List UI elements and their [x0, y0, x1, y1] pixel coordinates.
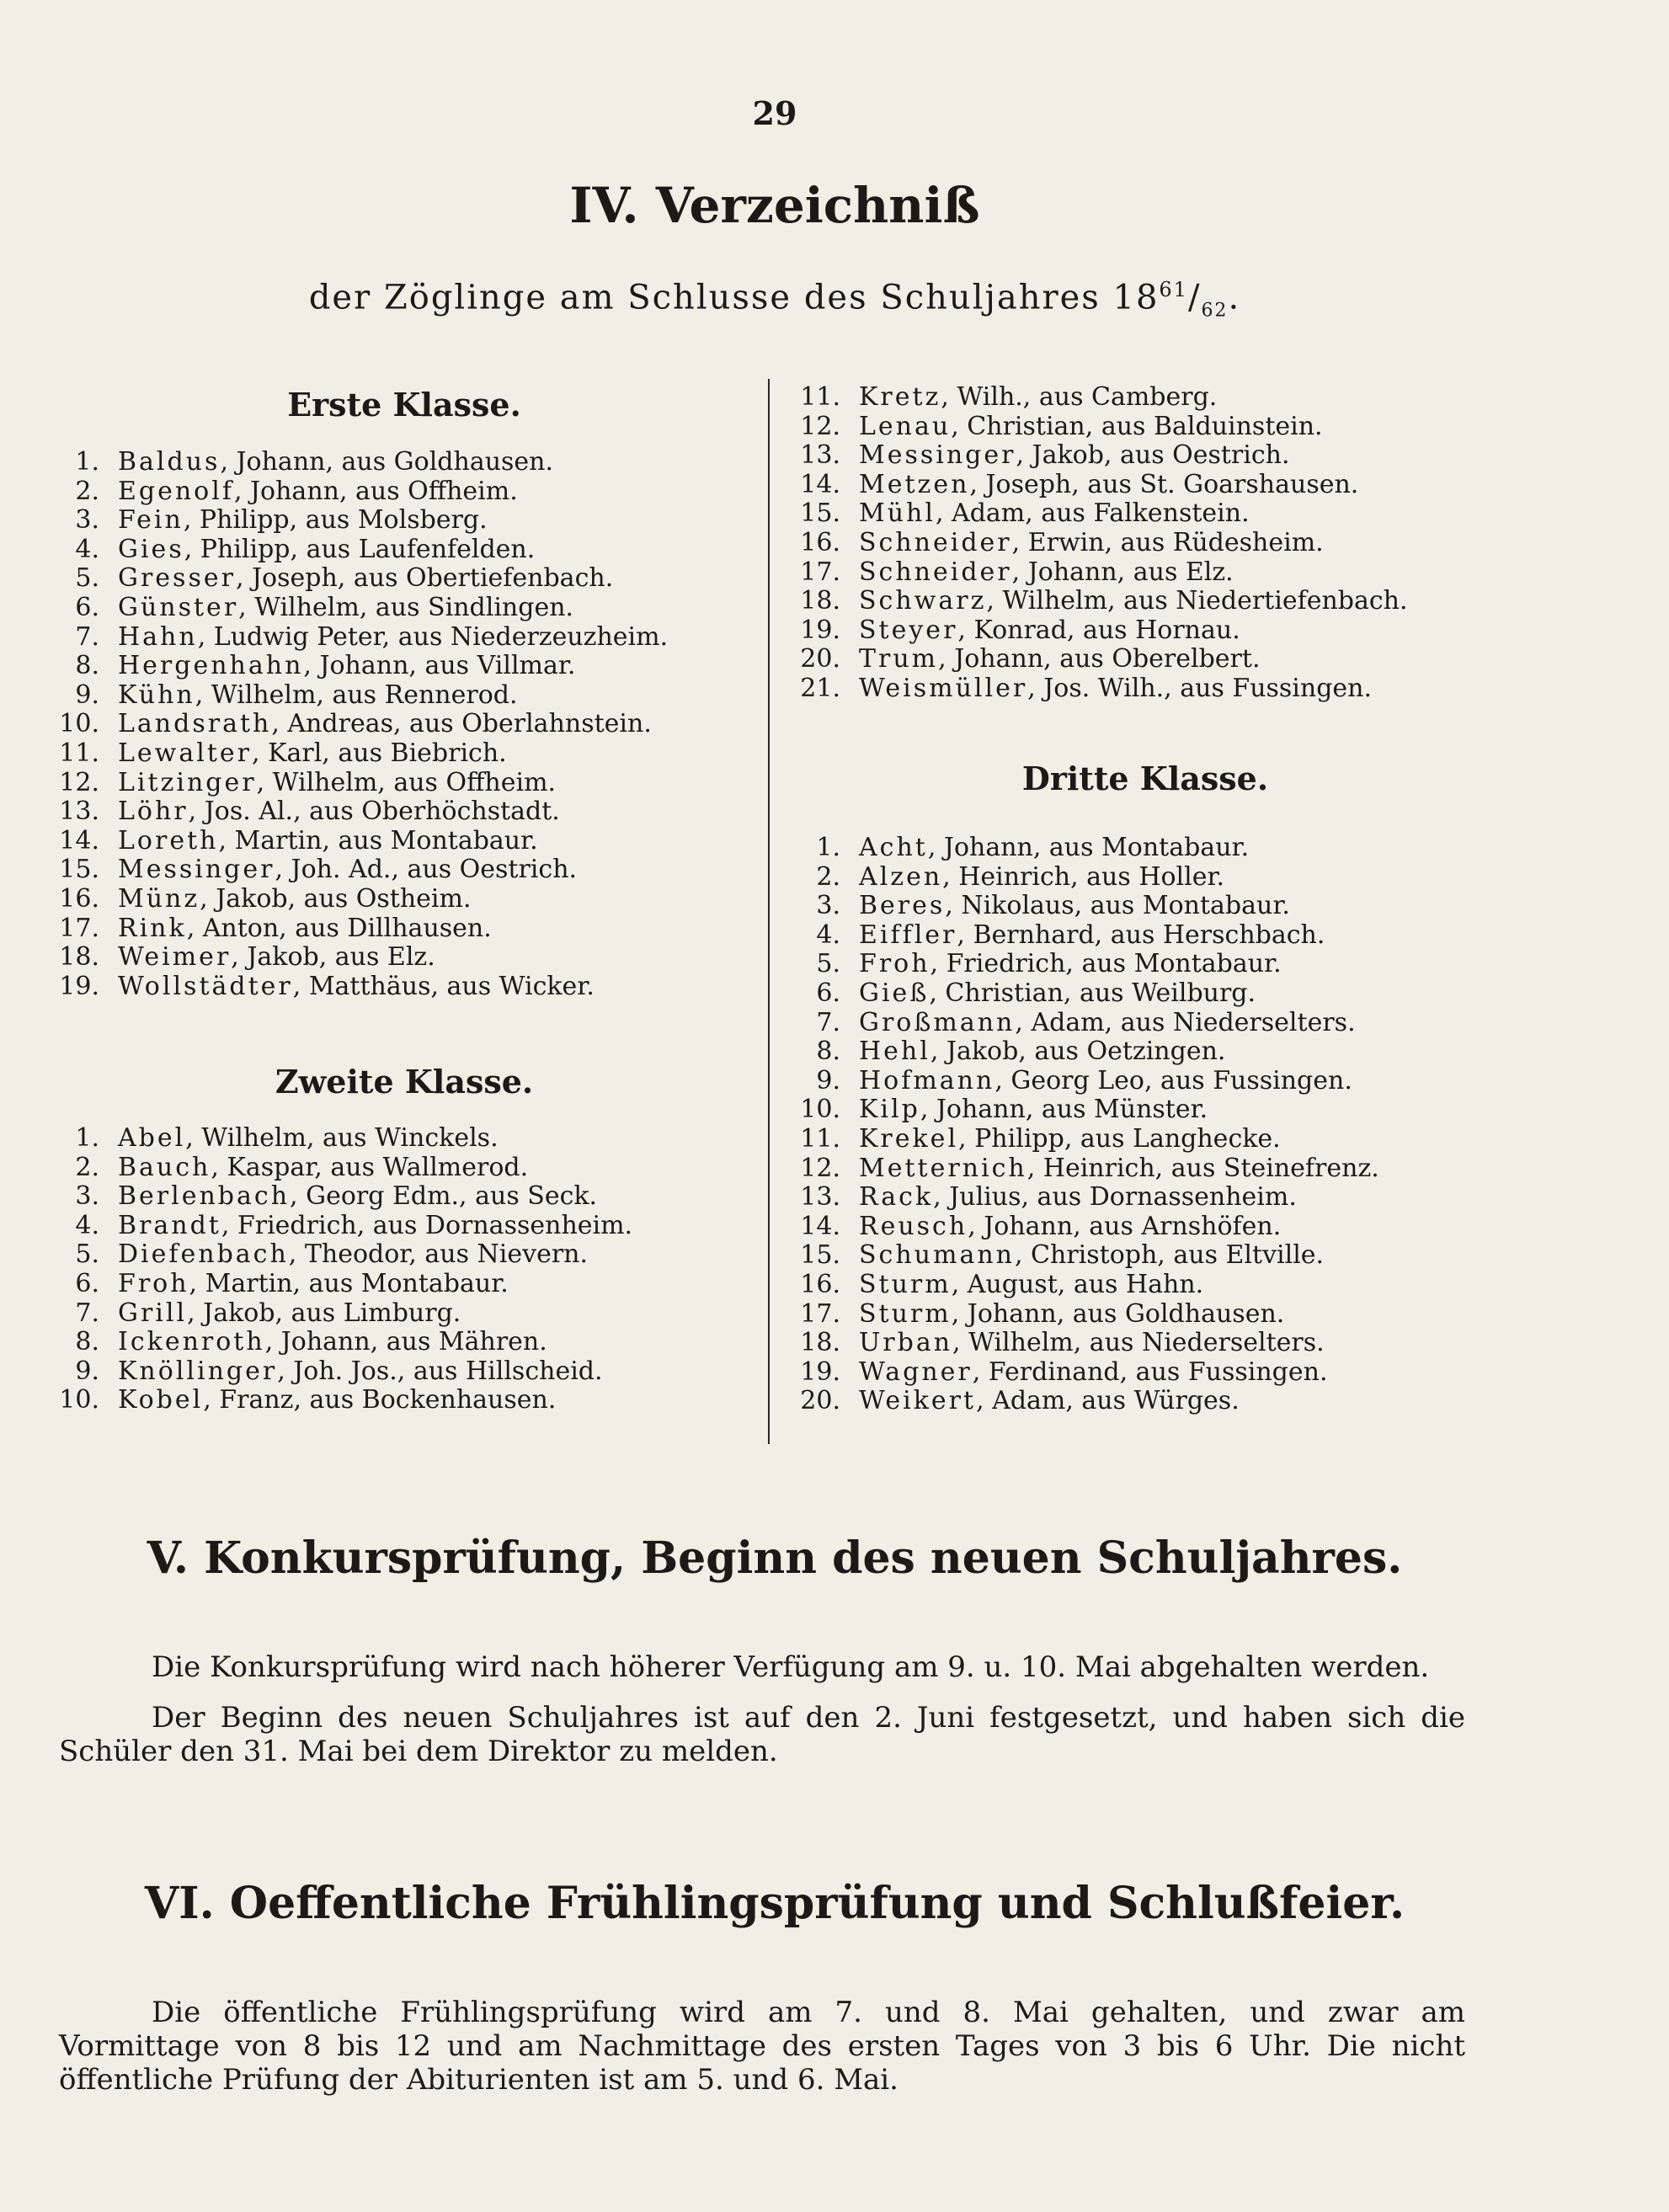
- student-entry: [800, 1095, 1208, 1124]
- student-surname: Gieß: [859, 978, 930, 1008]
- student-details: , Theodor, aus Nievern.: [288, 1239, 589, 1270]
- student-surname: Sturm: [859, 1270, 952, 1299]
- student-entry: [59, 797, 560, 826]
- student-number: 3.: [75, 505, 99, 536]
- student-number: 4.: [816, 919, 840, 950]
- student-details: , Heinrich, aus Holler.: [942, 861, 1225, 892]
- student-entry: [800, 1329, 1325, 1357]
- student-surname: Ickenroth: [118, 1327, 265, 1357]
- student-details: , Joseph, aus Obertiefenbach.: [235, 563, 614, 594]
- student-surname: Hergenhahn: [118, 651, 304, 681]
- student-details: , Johann, aus Arnshöfen.: [968, 1211, 1282, 1241]
- student-details: , Christoph, aus Eltville.: [1014, 1240, 1325, 1271]
- student-number: 17.: [800, 557, 840, 587]
- student-surname: Steyer: [859, 615, 958, 645]
- student-number: 12.: [800, 411, 840, 441]
- student-entry: [800, 1387, 1240, 1415]
- student-entry: [59, 506, 488, 535]
- student-surname: Baldus: [118, 447, 221, 477]
- student-details: , Johann, aus Montabaur.: [927, 833, 1250, 862]
- student-details: , Jakob, aus Elz.: [231, 942, 435, 973]
- student-surname: Kobel: [118, 1385, 204, 1415]
- student-number: 20.: [800, 644, 840, 674]
- student-surname: Knöllinger: [118, 1356, 278, 1386]
- student-details: , Jakob, aus Oetzingen.: [930, 1037, 1226, 1067]
- student-entry: [59, 914, 492, 943]
- student-entry: [800, 1067, 1352, 1095]
- student-number: 2.: [816, 861, 840, 892]
- student-surname: Sturm: [859, 1298, 952, 1329]
- student-details: , Jakob, aus Ostheim.: [200, 884, 472, 914]
- student-number: 3.: [75, 1181, 99, 1212]
- subheading-year-sup: 61: [1159, 278, 1188, 301]
- student-entry: [800, 383, 1217, 412]
- student-surname: Metternich: [859, 1153, 1027, 1183]
- student-number: 12.: [800, 1153, 840, 1183]
- student-number: 10.: [59, 709, 99, 739]
- student-number: 14.: [800, 1211, 840, 1241]
- student-number: 5.: [816, 949, 840, 979]
- student-number: 14.: [59, 825, 99, 855]
- student-number: 11.: [800, 1124, 840, 1154]
- section-v-paragraph-2: Der Beginn des neuen Schuljahres ist auf den 2. Juni festgesetzt, und haben sich die Schüler den 31. Mai bei dem Direktor zu melden.: [59, 1701, 1465, 1768]
- student-surname: Hofmann: [859, 1065, 995, 1095]
- subheading-end: .: [1228, 278, 1241, 317]
- student-surname: Acht: [859, 833, 928, 862]
- student-entry: [800, 674, 1372, 703]
- student-details: , Jos. Al., aus Oberhöchstadt.: [188, 797, 560, 827]
- student-number: 12.: [59, 767, 99, 797]
- student-number: 4.: [75, 1210, 99, 1240]
- student-surname: Froh: [859, 949, 930, 979]
- student-entry: [800, 558, 1234, 587]
- student-details: , Adam, aus Würges.: [976, 1386, 1240, 1416]
- student-details: , Karl, aus Biebrich.: [252, 738, 507, 768]
- student-surname: Schneider: [859, 557, 1012, 587]
- student-entry: [800, 950, 1282, 978]
- student-number: 15.: [59, 855, 99, 885]
- student-details: , Martin, aus Montabaur.: [189, 1269, 509, 1298]
- student-surname: Berlenbach: [118, 1181, 291, 1212]
- student-details: , Ferdinand, aus Fussingen.: [972, 1357, 1328, 1387]
- student-entry: [800, 921, 1325, 950]
- student-number: 8.: [75, 1327, 99, 1357]
- student-surname: Bauch: [118, 1152, 211, 1182]
- student-surname: Wollstädter: [118, 971, 293, 1001]
- student-surname: Hahn: [118, 621, 198, 652]
- student-number: 7.: [75, 1298, 99, 1328]
- student-details: , Bernhard, aus Herschbach.: [957, 919, 1325, 950]
- student-number: 9.: [75, 680, 99, 710]
- student-surname: Lewalter: [118, 738, 252, 768]
- student-surname: Rack: [859, 1182, 934, 1213]
- student-number: 5.: [75, 563, 99, 594]
- student-details: , Philipp, aus Laufenfelden.: [184, 534, 536, 564]
- student-entry: [800, 1358, 1327, 1387]
- student-number: 5.: [75, 1239, 99, 1270]
- student-number: 21.: [800, 674, 840, 703]
- subheading-slash: /: [1187, 278, 1202, 317]
- student-entry: [59, 1154, 528, 1182]
- student-surname: Urban: [859, 1328, 953, 1358]
- student-number: 8.: [75, 651, 99, 681]
- student-number: 4.: [75, 534, 99, 564]
- student-entry: [59, 1328, 547, 1357]
- student-entry: [800, 979, 1256, 1008]
- student-entry: [800, 471, 1358, 499]
- student-entry: [59, 769, 556, 797]
- student-entry: [59, 710, 652, 738]
- student-details: , Christian, aus Weilburg.: [929, 978, 1256, 1008]
- student-number: 10.: [800, 1095, 840, 1125]
- student-entry: [800, 1154, 1379, 1183]
- student-number: 11.: [800, 382, 840, 412]
- student-entry: [800, 1009, 1356, 1037]
- student-entry: [59, 448, 553, 477]
- student-surname: Fein: [118, 505, 184, 536]
- student-surname: Kretz: [859, 382, 941, 412]
- student-number: 16.: [800, 528, 840, 557]
- student-surname: Schwarz: [859, 586, 987, 616]
- student-details: , Philipp, aus Molsberg.: [183, 505, 488, 536]
- student-entry: [59, 1386, 556, 1415]
- student-entry: [59, 739, 507, 768]
- student-surname: Froh: [118, 1269, 189, 1298]
- student-number: 14.: [800, 469, 840, 499]
- subheading-year-sub: 62: [1201, 300, 1229, 322]
- student-details: , Matthäus, aus Wicker.: [292, 971, 595, 1001]
- student-entry: [800, 1125, 1281, 1154]
- student-details: , Andreas, aus Oberlahnstein.: [271, 709, 652, 739]
- student-number: 2.: [75, 1152, 99, 1182]
- student-entry: [800, 1213, 1281, 1241]
- column-divider: [768, 379, 770, 1444]
- student-details: , Konrad, aus Hornau.: [957, 615, 1240, 645]
- student-details: , Heinrich, aus Steinefrenz.: [1026, 1153, 1379, 1183]
- student-entry: [59, 827, 538, 855]
- student-surname: Weimer: [118, 942, 232, 973]
- student-surname: Hehl: [859, 1037, 930, 1067]
- student-entry: [800, 1241, 1324, 1270]
- student-surname: Wagner: [859, 1357, 973, 1387]
- student-number: 7.: [816, 1007, 840, 1037]
- student-number: 13.: [800, 440, 840, 471]
- class-heading-erste: Erste Klasse.: [287, 386, 521, 424]
- student-surname: Löhr: [118, 797, 189, 827]
- student-entry: [800, 1037, 1225, 1066]
- student-entry: [59, 1182, 597, 1211]
- student-entry: [59, 536, 535, 564]
- student-details: , Johann, aus Offheim.: [233, 476, 518, 506]
- student-surname: Kilp: [859, 1095, 920, 1125]
- student-entry: [59, 1240, 588, 1269]
- student-details: , August, aus Hahn.: [951, 1270, 1204, 1299]
- student-entry: [59, 1357, 603, 1386]
- student-entry: [59, 1212, 632, 1240]
- student-details: , Anton, aus Dillhausen.: [186, 913, 492, 943]
- student-surname: Metzen: [859, 469, 970, 499]
- student-entry: [59, 564, 613, 593]
- student-details: , Ludwig Peter, aus Niederzeuzheim.: [197, 621, 669, 652]
- student-surname: Messinger: [859, 440, 1016, 471]
- student-surname: Gresser: [118, 563, 236, 594]
- student-surname: Messinger: [118, 855, 275, 885]
- student-entry: [800, 1271, 1203, 1299]
- student-number: 8.: [816, 1037, 840, 1067]
- student-entry: [800, 1300, 1284, 1329]
- student-number: 1.: [75, 1123, 99, 1153]
- student-entry: [59, 1124, 499, 1153]
- student-surname: Schumann: [859, 1240, 1015, 1271]
- student-entry: [800, 441, 1290, 470]
- student-surname: Lenau: [859, 411, 952, 441]
- student-entry: [800, 645, 1260, 674]
- student-details: , Wilhelm, aus Niedertiefenbach.: [986, 586, 1408, 616]
- class-heading-dritte: Dritte Klasse.: [1021, 760, 1269, 797]
- student-entry: [59, 973, 595, 1001]
- student-number: 19.: [800, 615, 840, 645]
- student-details: , Wilhelm, aus Rennerod.: [195, 680, 518, 710]
- student-details: , Julius, aus Dornassenheim.: [933, 1182, 1297, 1213]
- page-number: 29: [752, 94, 797, 132]
- student-number: 6.: [816, 978, 840, 1008]
- student-details: , Christian, aus Balduinstein.: [951, 411, 1323, 441]
- section-vi-heading: VI. Oeffentliche Frühlingsprüfung und Schlußfeier.: [144, 1878, 1405, 1929]
- student-details: , Johann, aus Elz.: [1011, 557, 1234, 587]
- student-surname: Grill: [118, 1298, 188, 1328]
- student-entry: [59, 885, 472, 914]
- student-surname: Günster: [118, 593, 239, 622]
- student-details: , Nikolaus, aus Montabaur.: [945, 891, 1290, 921]
- student-details: , Johann, aus Oberelbert.: [938, 644, 1261, 674]
- student-number: 18.: [800, 586, 840, 616]
- student-details: , Joh. Jos., aus Hillscheid.: [277, 1356, 603, 1386]
- student-details: , Adam, aus Falkenstein.: [935, 498, 1250, 529]
- student-entry: [800, 616, 1240, 645]
- student-surname: Reusch: [859, 1211, 968, 1241]
- student-entry: [800, 529, 1324, 557]
- student-entry: [59, 594, 573, 622]
- section-iv-heading: IV. Verzeichniß: [569, 177, 980, 234]
- student-number: 13.: [59, 797, 99, 827]
- student-details: , Georg Edm., aus Seck.: [290, 1181, 598, 1212]
- student-surname: Weismüller: [859, 674, 1028, 703]
- student-surname: Trum: [859, 644, 939, 674]
- subheading-text: der Zöglinge am Schlusse des Schuljahres 18: [308, 278, 1160, 317]
- student-surname: Rink: [118, 913, 187, 943]
- student-number: 7.: [75, 621, 99, 652]
- student-entry: [800, 587, 1408, 616]
- student-entry: [800, 499, 1250, 528]
- student-number: 13.: [800, 1182, 840, 1213]
- student-surname: Krekel: [859, 1124, 959, 1154]
- student-surname: Brandt: [118, 1210, 221, 1240]
- student-number: 9.: [75, 1356, 99, 1386]
- student-entry: [59, 652, 575, 680]
- student-details: , Johann, aus Goldhausen.: [220, 447, 554, 477]
- student-number: 2.: [75, 476, 99, 506]
- student-details: , Wilhelm, aus Niederselters.: [952, 1328, 1325, 1358]
- student-number: 17.: [59, 913, 99, 943]
- student-details: , Wilhelm, aus Offheim.: [256, 767, 557, 797]
- student-entry: [59, 855, 577, 884]
- student-details: , Johann, aus Mähren.: [264, 1327, 547, 1357]
- section-v-heading: V. Konkursprüfung, Beginn des neuen Schuljahres.: [147, 1532, 1403, 1584]
- student-entry: [59, 943, 435, 972]
- student-entry: [59, 1299, 461, 1328]
- student-surname: Alzen: [859, 861, 943, 892]
- student-number: 19.: [800, 1357, 840, 1387]
- student-number: 1.: [816, 833, 840, 862]
- student-surname: Loreth: [118, 825, 219, 855]
- student-details: , Georg Leo, aus Fussingen.: [994, 1065, 1352, 1095]
- student-number: 1.: [75, 447, 99, 477]
- student-surname: Litzinger: [118, 767, 257, 797]
- student-surname: Egenolf: [118, 476, 234, 506]
- student-details: , Johann, aus Villmar.: [303, 651, 576, 681]
- student-number: 17.: [800, 1298, 840, 1329]
- student-surname: Mühl: [859, 498, 936, 529]
- student-details: , Franz, aus Bockenhausen.: [203, 1385, 557, 1415]
- student-details: , Joh. Ad., aus Oestrich.: [275, 855, 578, 885]
- student-surname: Eiffler: [859, 919, 957, 950]
- student-surname: Diefenbach: [118, 1239, 289, 1270]
- student-surname: Münz: [118, 884, 200, 914]
- student-number: 20.: [800, 1386, 840, 1416]
- section-v-paragraph-1: Die Konkursprüfung wird nach höherer Verfügung am 9. u. 10. Mai abgehalten werden.: [152, 1650, 1430, 1684]
- student-details: , Jos. Wilh., aus Fussingen.: [1027, 674, 1373, 703]
- student-number: 15.: [800, 498, 840, 529]
- student-details: , Jakob, aus Oestrich.: [1016, 440, 1290, 471]
- student-details: , Wilh., aus Camberg.: [941, 382, 1218, 412]
- student-number: 15.: [800, 1240, 840, 1271]
- student-details: , Erwin, aus Rüdesheim.: [1011, 528, 1324, 557]
- class-heading-zweite: Zweite Klasse.: [275, 1063, 534, 1101]
- student-number: 10.: [59, 1385, 99, 1415]
- student-details: , Friedrich, aus Dornassenheim.: [221, 1210, 633, 1240]
- student-entry: [59, 681, 518, 710]
- student-entry: [800, 1183, 1297, 1212]
- student-details: , Wilhelm, aus Sindlingen.: [238, 593, 574, 622]
- student-number: 11.: [59, 738, 99, 768]
- student-details: , Wilhelm, aus Winckels.: [185, 1123, 499, 1153]
- student-surname: Kühn: [118, 680, 195, 710]
- student-surname: Schneider: [859, 528, 1012, 557]
- student-entry: [800, 834, 1249, 862]
- student-entry: [59, 477, 518, 506]
- student-number: 16.: [800, 1270, 840, 1299]
- student-number: 19.: [59, 971, 99, 1001]
- student-number: 18.: [800, 1328, 840, 1358]
- student-entry: [800, 863, 1224, 892]
- section-iv-subheading: [0, 278, 1549, 321]
- student-details: , Friedrich, aus Montabaur.: [930, 949, 1282, 979]
- student-surname: Beres: [859, 891, 946, 921]
- student-surname: Gies: [118, 534, 184, 564]
- student-surname: Abel: [118, 1123, 186, 1153]
- student-number: 18.: [59, 942, 99, 973]
- student-entry: [800, 892, 1290, 920]
- student-entry: [59, 1270, 509, 1298]
- student-details: , Johann, aus Münster.: [920, 1095, 1208, 1125]
- student-details: , Martin, aus Montabaur.: [218, 825, 538, 855]
- student-details: , Johann, aus Goldhausen.: [951, 1298, 1285, 1329]
- student-number: 6.: [75, 593, 99, 622]
- student-surname: Weikert: [859, 1386, 977, 1416]
- section-vi-paragraph-1: Die öffentliche Frühlingsprüfung wird am 7. und 8. Mai gehalten, und zwar am Vormittage von 8 bis 12 und am Nachmittage des ersten Tages von 3 bis 6 Uhr. Die nicht öffentliche Prüfung der Abiturienten ist am 5. und 6. Mai.: [59, 1996, 1465, 2097]
- student-entry: [59, 623, 668, 652]
- student-details: , Philipp, aus Langhecke.: [958, 1124, 1281, 1154]
- student-surname: Landsrath: [118, 709, 272, 739]
- student-number: 6.: [75, 1269, 99, 1298]
- student-details: , Jakob, aus Limburg.: [187, 1298, 461, 1328]
- student-number: 3.: [816, 891, 840, 921]
- student-surname: Großmann: [859, 1007, 1016, 1037]
- student-details: , Kaspar, aus Wallmerod.: [211, 1152, 529, 1182]
- student-details: , Adam, aus Niederselters.: [1015, 1007, 1356, 1037]
- student-number: 16.: [59, 884, 99, 914]
- student-details: , Joseph, aus St. Goarshausen.: [969, 469, 1359, 499]
- student-entry: [800, 413, 1323, 441]
- student-number: 9.: [816, 1065, 840, 1095]
